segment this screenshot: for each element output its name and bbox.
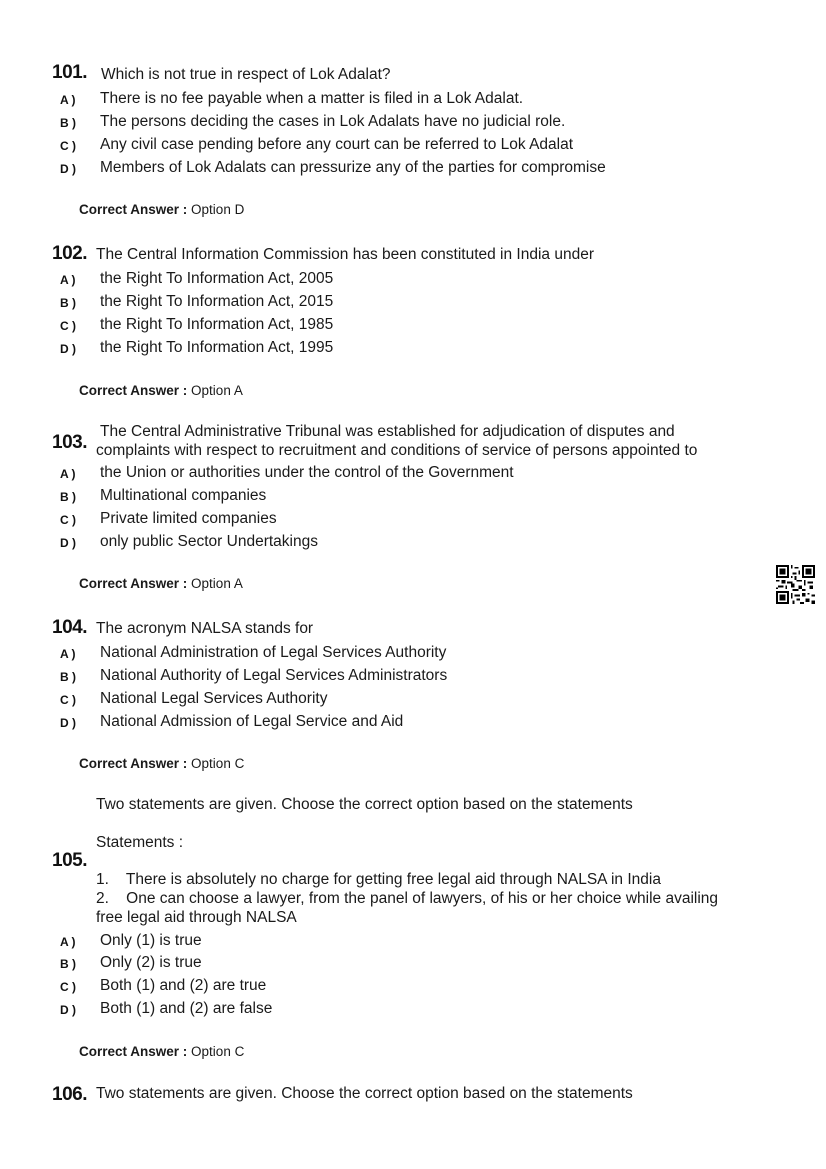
option-label: A ) (60, 467, 76, 481)
option-b (0, 953, 826, 975)
option-a (0, 931, 826, 953)
option-label: C ) (60, 513, 76, 527)
correct-answer-value: Option C (191, 1044, 245, 1059)
option-text: Only (1) is true (100, 932, 202, 949)
option-d (0, 712, 826, 734)
option-text: the Right To Information Act, 2005 (100, 270, 334, 287)
option-b (0, 292, 826, 314)
option-d (0, 532, 826, 554)
question-text: Two statements are given. Choose the correct option based on the statements (96, 1085, 633, 1102)
option-label: B ) (60, 296, 76, 310)
option-label: D ) (60, 536, 76, 550)
qr-code-icon (776, 565, 815, 604)
option-text: Both (1) and (2) are false (100, 1000, 273, 1017)
option-text: National Admission of Legal Service and Aid (100, 713, 404, 730)
option-a (0, 643, 826, 665)
option-text: Only (2) is true (100, 954, 202, 971)
option-d (0, 999, 826, 1021)
correct-answer (79, 576, 243, 591)
question-text: The acronym NALSA stands for (96, 620, 314, 637)
option-label: C ) (60, 980, 76, 994)
question-number: 104. (52, 617, 87, 638)
option-text: the Right To Information Act, 1995 (100, 339, 334, 356)
option-text: National Legal Services Authority (100, 690, 328, 707)
statements-heading: Statements : (96, 834, 184, 851)
option-b (0, 486, 826, 508)
correct-answer (79, 756, 244, 771)
question-number: 101. (52, 62, 87, 83)
option-label: B ) (60, 957, 76, 971)
option-c (0, 976, 826, 998)
question-number: 103. (52, 432, 87, 453)
option-label: D ) (60, 162, 76, 176)
question-text: Which is not true in respect of Lok Adalat? (101, 66, 391, 83)
option-text: The persons deciding the cases in Lok Adalats have no judicial role. (100, 113, 566, 130)
option-c (0, 135, 826, 157)
correct-answer (79, 383, 243, 398)
correct-answer-label: Correct Answer : (79, 383, 188, 398)
option-d (0, 338, 826, 360)
correct-answer (79, 1044, 244, 1059)
option-c (0, 689, 826, 711)
correct-answer-value: Option D (191, 202, 245, 217)
option-label: C ) (60, 139, 76, 153)
option-label: D ) (60, 716, 76, 730)
option-label: D ) (60, 342, 76, 356)
correct-answer-label: Correct Answer : (79, 202, 188, 217)
option-a (0, 89, 826, 111)
option-text: Members of Lok Adalats can pressurize any of the parties for compromise (100, 159, 606, 176)
option-d (0, 158, 826, 180)
option-text: There is no fee payable when a matter is filed in a Lok Adalat. (100, 90, 524, 107)
question-number: 105. (52, 850, 87, 871)
option-text: Any civil case pending before any court can be referred to Lok Adalat (100, 136, 574, 153)
question-text-line-1: The Central Administrative Tribunal was established for adjudication of disputes and (100, 423, 675, 440)
correct-answer-label: Correct Answer : (79, 756, 188, 771)
option-label: B ) (60, 490, 76, 504)
correct-answer-value: Option A (191, 383, 243, 398)
option-label: D ) (60, 1003, 76, 1017)
statement-2-line-2: free legal aid through NALSA (96, 909, 297, 926)
statement-1: 1. There is absolutely no charge for getting free legal aid through NALSA in India (96, 871, 661, 888)
option-c (0, 509, 826, 531)
correct-answer-value: Option C (191, 756, 245, 771)
correct-answer-label: Correct Answer : (79, 1044, 188, 1059)
option-label: A ) (60, 647, 76, 661)
option-text: the Right To Information Act, 2015 (100, 293, 334, 310)
option-text: National Authority of Legal Services Administrators (100, 667, 448, 684)
question-number: 102. (52, 243, 87, 264)
option-text: the Right To Information Act, 1985 (100, 316, 334, 333)
question-text-line-2: complaints with respect to recruitment and conditions of service of persons appointed to (96, 442, 698, 459)
option-text: National Administration of Legal Services Authority (100, 644, 447, 661)
option-label: C ) (60, 319, 76, 333)
option-text: only public Sector Undertakings (100, 533, 318, 550)
option-text: the Union or authorities under the control of the Government (100, 464, 514, 481)
option-b (0, 666, 826, 688)
statement-2-line-1: 2. One can choose a lawyer, from the panel of lawyers, of his or her choice while availing (96, 890, 719, 907)
question-intro: Two statements are given. Choose the correct option based on the statements (96, 796, 633, 813)
option-label: C ) (60, 693, 76, 707)
option-label: A ) (60, 935, 76, 949)
correct-answer-label: Correct Answer : (79, 576, 188, 591)
correct-answer (79, 202, 244, 217)
option-text: Private limited companies (100, 510, 277, 527)
option-label: A ) (60, 93, 76, 107)
option-b (0, 112, 826, 134)
option-label: B ) (60, 116, 76, 130)
question-text: The Central Information Commission has been constituted in India under (96, 246, 594, 263)
question-number: 106. (52, 1084, 87, 1105)
option-label: A ) (60, 273, 76, 287)
option-text: Multinational companies (100, 487, 267, 504)
option-label: B ) (60, 670, 76, 684)
option-c (0, 315, 826, 337)
option-text: Both (1) and (2) are true (100, 977, 267, 994)
option-a (0, 269, 826, 291)
correct-answer-value: Option A (191, 576, 243, 591)
option-a (0, 463, 826, 485)
